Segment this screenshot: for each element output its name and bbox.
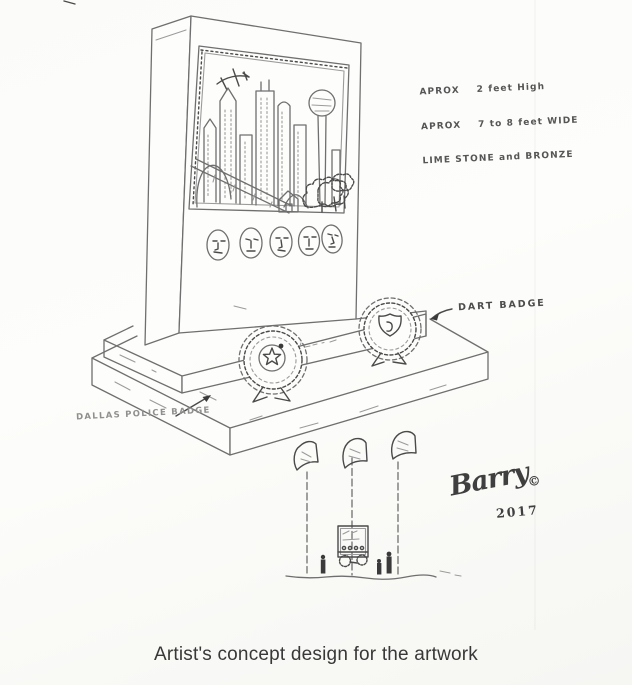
- flag-icon: [294, 442, 318, 470]
- annotation-line: LIME STONE and BRONZE: [422, 149, 574, 167]
- flag-icon: [343, 439, 367, 468]
- signature-year: 2017: [495, 502, 540, 521]
- dart-badge-arrow: [431, 309, 452, 321]
- monument-slab: [145, 16, 361, 345]
- flag-icon: [392, 432, 416, 459]
- copyright-icon: ©: [526, 473, 542, 491]
- caption: Artist's concept design for the artwork: [153, 644, 478, 665]
- figure-icon: [321, 555, 326, 574]
- wreath-dart: [359, 298, 421, 366]
- mini-monument: [338, 526, 368, 567]
- dart-badge-label: DART BADGE: [457, 297, 546, 314]
- figure-icon: [387, 552, 392, 574]
- wreath-dallas-police: [239, 326, 307, 402]
- signature-name: Barry: [446, 456, 531, 503]
- ground-line: [286, 571, 461, 579]
- annotation-line: APROX 7 to 8 feet WIDE: [420, 115, 579, 132]
- ribbon-icon: [253, 387, 290, 402]
- dallas-police-badge-label: DALLAS POLICE BADGE: [75, 405, 211, 423]
- scale-sketch: [286, 432, 461, 580]
- figure-icon: [377, 559, 381, 575]
- annotation-line: APROX 2 feet High: [419, 81, 546, 98]
